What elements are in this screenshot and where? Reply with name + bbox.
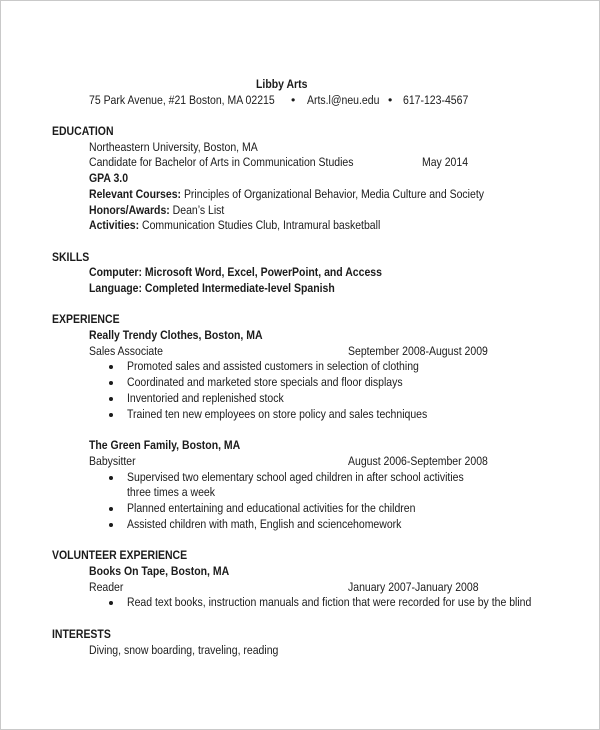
job2-bullet: Assisted children with math, English and sciencehomework	[127, 517, 402, 531]
activities-label: Activities:	[89, 218, 140, 232]
job2-bullet: Planned entertaining and educational activities for the children	[127, 501, 416, 515]
volunteer-heading: VOLUNTEER EXPERIENCE	[52, 548, 188, 562]
activities-text: Communication Studies Club, Intramural basketball	[139, 218, 381, 232]
education-degree: Candidate for Bachelor of Arts in Communication Studies	[89, 155, 354, 169]
contact-phone: 617-123-4567	[403, 93, 469, 107]
courses-label: Relevant Courses:	[89, 187, 182, 201]
education-gpa: GPA 3.0	[89, 171, 129, 185]
job2-employer: The Green Family, Boston, MA	[89, 438, 241, 452]
job1-bullet: Inventoried and replenished stock	[127, 391, 284, 405]
contact-separator: •	[388, 93, 393, 107]
job1-bullet: Trained ten new employees on store policy and sales techniques	[127, 407, 428, 421]
job2-title: Babysitter	[89, 454, 136, 468]
interests-text: Diving, snow boarding, traveling, reading	[89, 643, 279, 657]
interests-heading: INTERESTS	[52, 627, 111, 641]
bullet-icon	[109, 507, 113, 511]
bullet-icon	[109, 413, 113, 417]
skills-computer: Computer: Microsoft Word, Excel, PowerPoint, and Access	[89, 265, 382, 279]
contact-address: 75 Park Avenue, #21 Boston, MA 02215	[89, 93, 275, 107]
education-school: Northeastern University, Boston, MA	[89, 140, 258, 154]
courses-text: Principles of Organizational Behavior, Media Culture and Society	[181, 187, 484, 201]
bullet-icon	[109, 476, 113, 480]
resume-name: Libby Arts	[256, 77, 308, 91]
bullet-icon	[109, 601, 113, 605]
job1-bullet: Promoted sales and assisted customers in selection of clothing	[127, 359, 419, 373]
job2-bullet: Supervised two elementary school aged children in after school activities	[127, 470, 464, 484]
education-heading: EDUCATION	[52, 124, 114, 138]
contact-email: Arts.l@neu.edu	[307, 93, 380, 107]
bullet-icon	[109, 523, 113, 527]
skills-heading: SKILLS	[52, 250, 90, 264]
education-activities	[89, 218, 380, 233]
bullet-icon	[109, 381, 113, 385]
job1-title: Sales Associate	[89, 344, 164, 358]
volunteer-dates: January 2007-January 2008	[348, 580, 479, 594]
bullet-icon	[109, 365, 113, 369]
job2-dates: August 2006-September 2008	[348, 454, 488, 468]
job1-employer: Really Trendy Clothes, Boston, MA	[89, 328, 263, 342]
bullet-icon	[109, 397, 113, 401]
contact-separator: •	[291, 93, 296, 107]
job1-dates: September 2008-August 2009	[348, 344, 488, 358]
education-honors	[89, 203, 224, 218]
volunteer-bullet: Read text books, instruction manuals and fiction that were recorded for use by the blind	[127, 595, 532, 609]
education-date: May 2014	[422, 155, 469, 169]
education-courses	[89, 187, 484, 202]
volunteer-org: Books On Tape, Boston, MA	[89, 564, 230, 578]
experience-heading: EXPERIENCE	[52, 312, 120, 326]
skills-language: Language: Completed Intermediate-level Spanish	[89, 281, 335, 295]
honors-text: Dean’s List	[169, 203, 225, 217]
honors-label: Honors/Awards:	[89, 203, 170, 217]
job1-bullet: Coordinated and marketed store specials and floor displays	[127, 375, 403, 389]
volunteer-role: Reader	[89, 580, 124, 594]
job2-bullet-continuation: three times a week	[127, 485, 215, 499]
